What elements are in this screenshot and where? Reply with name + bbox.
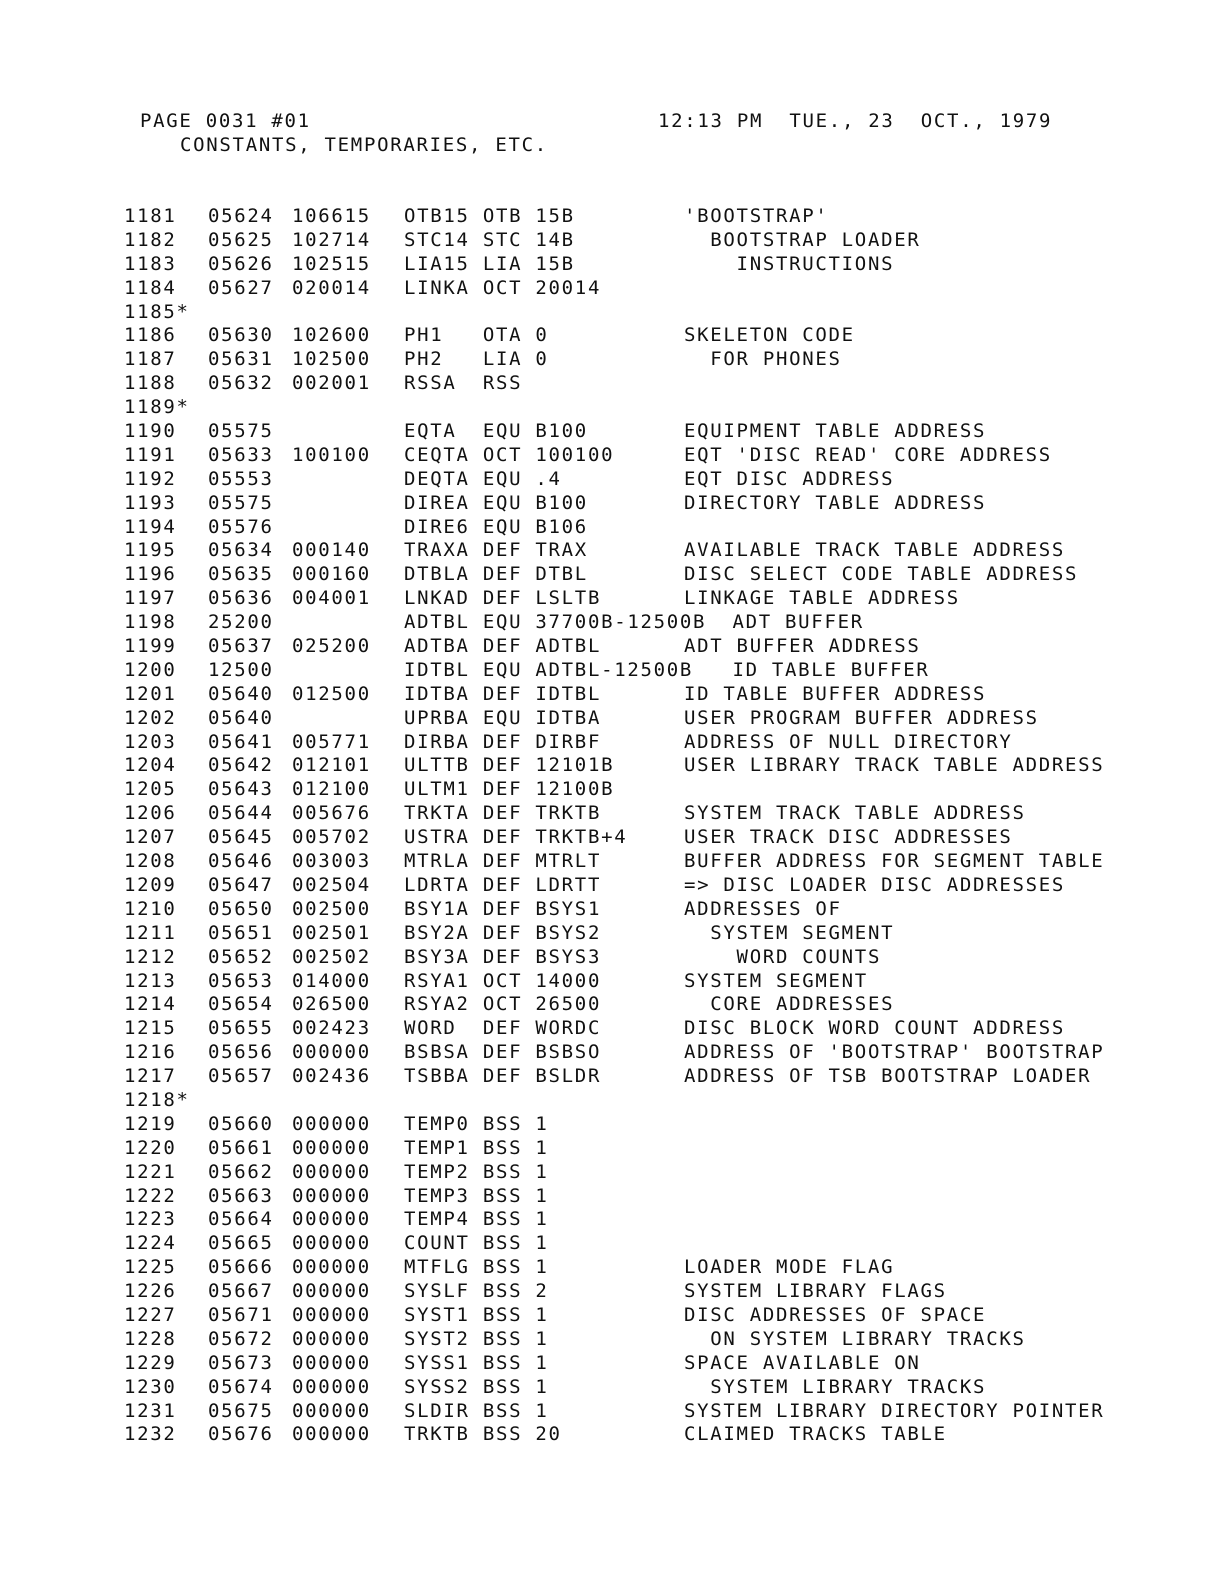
line-number: 1227 — [124, 1303, 177, 1326]
object-code: 000000 — [292, 1327, 371, 1350]
source-statement: MTRLA DEF MTRLT — [404, 850, 602, 873]
listing-line — [0, 1400, 1224, 1424]
address: 05662 — [208, 1160, 274, 1183]
listing-line — [0, 1376, 1224, 1400]
address: 05645 — [208, 826, 274, 849]
line-number: 1201 — [124, 682, 177, 705]
object-code: 002501 — [292, 921, 371, 944]
listing-line — [0, 922, 1224, 946]
address: 05636 — [208, 587, 274, 610]
source-statement: TEMP2 BSS 1 — [404, 1160, 549, 1183]
line-number: 1220 — [124, 1136, 177, 1159]
comment: SYSTEM TRACK TABLE ADDRESS — [684, 802, 1026, 825]
line-number: 1202 — [124, 706, 177, 729]
address: 05647 — [208, 873, 274, 896]
source-statement: ADTBL EQU 37700B-12500B ADT BUFFER — [404, 611, 864, 634]
object-code: 012101 — [292, 754, 371, 777]
listing-line — [0, 659, 1224, 683]
comment: USER LIBRARY TRACK TABLE ADDRESS — [684, 754, 1105, 777]
listing-line — [0, 1208, 1224, 1232]
line-number: 1232 — [124, 1423, 177, 1446]
source-statement: IDTBL EQU ADTBL-12500B ID TABLE BUFFER — [404, 658, 930, 681]
address: 05664 — [208, 1208, 274, 1231]
source-statement: TRKTA DEF TRKTB — [404, 802, 602, 825]
address: 05553 — [208, 467, 274, 490]
listing-line — [0, 229, 1224, 253]
object-code: 000000 — [292, 1351, 371, 1374]
line-number: 1197 — [124, 587, 177, 610]
comment: SYSTEM LIBRARY FLAGS — [684, 1280, 947, 1303]
comment: BOOTSTRAP LOADER — [684, 228, 921, 251]
comment: SPACE AVAILABLE ON — [684, 1351, 921, 1374]
source-statement: WORD DEF WORDC — [404, 1017, 602, 1040]
line-number: 1226 — [124, 1280, 177, 1303]
listing-line — [0, 1113, 1224, 1137]
line-number: 1208 — [124, 850, 177, 873]
listing-line — [0, 778, 1224, 802]
listing-line — [0, 420, 1224, 444]
source-statement: TEMP0 BSS 1 — [404, 1112, 549, 1135]
listing-line — [0, 611, 1224, 635]
line-number: 1211 — [124, 921, 177, 944]
object-code: 102600 — [292, 324, 371, 347]
object-code: 002436 — [292, 1065, 371, 1088]
source-statement: BSY2A DEF BSYS2 — [404, 921, 602, 944]
source-statement: LIA15 LIA 15B — [404, 252, 575, 275]
address: 05666 — [208, 1256, 274, 1279]
line-number: 1182 — [124, 228, 177, 251]
address: 05632 — [208, 372, 274, 395]
listing-line — [0, 468, 1224, 492]
object-code: 012500 — [292, 682, 371, 705]
object-code: 000000 — [292, 1184, 371, 1207]
listing-line — [0, 1328, 1224, 1352]
line-number: 1228 — [124, 1327, 177, 1350]
listing-line — [0, 1161, 1224, 1185]
object-code: 005771 — [292, 730, 371, 753]
source-statement: SYST1 BSS 1 — [404, 1303, 549, 1326]
listing-line — [0, 1304, 1224, 1328]
listing-line — [0, 492, 1224, 516]
listing-line — [0, 731, 1224, 755]
object-code: 000000 — [292, 1160, 371, 1183]
comment: LINKAGE TABLE ADDRESS — [684, 587, 960, 610]
address: 05653 — [208, 969, 274, 992]
line-number: 1225 — [124, 1256, 177, 1279]
source-statement: CEQTA OCT 100100 — [404, 443, 615, 466]
address: 05626 — [208, 252, 274, 275]
listing-line — [0, 396, 1224, 420]
address: 05656 — [208, 1041, 274, 1064]
line-number: 1196 — [124, 563, 177, 586]
source-statement: SYSS1 BSS 1 — [404, 1351, 549, 1374]
comment: EQUIPMENT TABLE ADDRESS — [684, 420, 987, 443]
line-number: 1212 — [124, 945, 177, 968]
address: 05631 — [208, 348, 274, 371]
source-statement: COUNT BSS 1 — [404, 1232, 549, 1255]
object-code: 000000 — [292, 1280, 371, 1303]
source-statement: TEMP4 BSS 1 — [404, 1208, 549, 1231]
listing-line — [0, 516, 1224, 540]
listing-line — [0, 1185, 1224, 1209]
line-number: 1213 — [124, 969, 177, 992]
source-statement: LINKA OCT 20014 — [404, 276, 602, 299]
source-statement: EQTA EQU B100 — [404, 420, 588, 443]
listing-line — [0, 683, 1224, 707]
line-number: 1194 — [124, 515, 177, 538]
listing-line — [0, 1065, 1224, 1089]
listing-line — [0, 946, 1224, 970]
line-number: 1230 — [124, 1375, 177, 1398]
line-number: 1231 — [124, 1399, 177, 1422]
line-number: 1219 — [124, 1112, 177, 1135]
line-number: 1218* — [124, 1088, 190, 1111]
address: 05673 — [208, 1351, 274, 1374]
comment: SYSTEM SEGMENT — [684, 969, 868, 992]
listing-line — [0, 444, 1224, 468]
address: 05652 — [208, 945, 274, 968]
line-number: 1204 — [124, 754, 177, 777]
listing-line — [0, 802, 1224, 826]
source-statement: ULTTB DEF 12101B — [404, 754, 615, 777]
line-number: 1183 — [124, 252, 177, 275]
comment: 'BOOTSTRAP' — [684, 205, 829, 227]
address: 05654 — [208, 993, 274, 1016]
line-number: 1187 — [124, 348, 177, 371]
source-statement: TEMP1 BSS 1 — [404, 1136, 549, 1159]
listing-line — [0, 301, 1224, 325]
object-code: 102500 — [292, 348, 371, 371]
object-code: 025200 — [292, 635, 371, 658]
listing-line — [0, 587, 1224, 611]
object-code: 000000 — [292, 1232, 371, 1255]
comment: ID TABLE BUFFER ADDRESS — [684, 682, 987, 705]
source-statement: MTFLG BSS 1 — [404, 1256, 549, 1279]
comment: CORE ADDRESSES — [684, 993, 895, 1016]
source-statement: UPRBA EQU IDTBA — [404, 706, 602, 729]
line-number: 1200 — [124, 658, 177, 681]
address: 05655 — [208, 1017, 274, 1040]
comment: DISC SELECT CODE TABLE ADDRESS — [684, 563, 1079, 586]
line-number: 1181 — [124, 205, 177, 227]
print-datetime: 12:13 PM TUE., 23 OCT., 1979 — [658, 110, 1053, 132]
comment: USER PROGRAM BUFFER ADDRESS — [684, 706, 1039, 729]
comment: SKELETON CODE — [684, 324, 855, 347]
line-number: 1216 — [124, 1041, 177, 1064]
comment: BUFFER ADDRESS FOR SEGMENT TABLE — [684, 850, 1105, 873]
comment: EQT 'DISC READ' CORE ADDRESS — [684, 443, 1052, 466]
object-code: 000000 — [292, 1136, 371, 1159]
address: 05661 — [208, 1136, 274, 1159]
object-code: 000000 — [292, 1303, 371, 1326]
object-code: 002001 — [292, 372, 371, 395]
line-number: 1195 — [124, 539, 177, 562]
address: 05676 — [208, 1423, 274, 1446]
address: 25200 — [208, 611, 274, 634]
address: 05630 — [208, 324, 274, 347]
source-statement: BSY3A DEF BSYS3 — [404, 945, 602, 968]
address: 05646 — [208, 850, 274, 873]
object-code: 004001 — [292, 587, 371, 610]
line-number: 1203 — [124, 730, 177, 753]
source-statement: SYST2 BSS 1 — [404, 1327, 549, 1350]
object-code: 000000 — [292, 1041, 371, 1064]
source-statement: IDTBA DEF IDTBL — [404, 682, 602, 705]
listing-line — [0, 993, 1224, 1017]
line-number: 1191 — [124, 443, 177, 466]
source-statement: ULTM1 DEF 12100B — [404, 778, 615, 801]
source-statement: RSYA1 OCT 14000 — [404, 969, 602, 992]
line-number: 1199 — [124, 635, 177, 658]
object-code: 002423 — [292, 1017, 371, 1040]
source-statement: SYSS2 BSS 1 — [404, 1375, 549, 1398]
comment: AVAILABLE TRACK TABLE ADDRESS — [684, 539, 1066, 562]
source-statement: DTBLA DEF DTBL — [404, 563, 588, 586]
comment: ADDRESS OF 'BOOTSTRAP' BOOTSTRAP — [684, 1041, 1105, 1064]
listing-line — [0, 850, 1224, 874]
source-statement: DIRBA DEF DIRBF — [404, 730, 602, 753]
comment: EQT DISC ADDRESS — [684, 467, 895, 490]
comment: ADDRESSES OF — [684, 897, 842, 920]
listing-line — [0, 1280, 1224, 1304]
comment: FOR PHONES — [684, 348, 842, 371]
listing-line — [0, 970, 1224, 994]
source-statement: DIREA EQU B100 — [404, 491, 588, 514]
address: 05667 — [208, 1280, 274, 1303]
object-code: 102515 — [292, 252, 371, 275]
line-number: 1192 — [124, 467, 177, 490]
comment: => DISC LOADER DISC ADDRESSES — [684, 873, 1066, 896]
listing-line — [0, 1041, 1224, 1065]
source-statement: SLDIR BSS 1 — [404, 1399, 549, 1422]
comment: LOADER MODE FLAG — [684, 1256, 895, 1279]
line-number: 1190 — [124, 420, 177, 443]
line-number: 1217 — [124, 1065, 177, 1088]
address: 05575 — [208, 491, 274, 514]
source-statement: LNKAD DEF LSLTB — [404, 587, 602, 610]
comment: ON SYSTEM LIBRARY TRACKS — [684, 1327, 1026, 1350]
comment: CLAIMED TRACKS TABLE — [684, 1423, 947, 1446]
comment: DISC BLOCK WORD COUNT ADDRESS — [684, 1017, 1066, 1040]
comment: SYSTEM SEGMENT — [684, 921, 895, 944]
listing-line — [0, 1352, 1224, 1376]
source-statement: SYSLF BSS 2 — [404, 1280, 549, 1303]
address: 05627 — [208, 276, 274, 299]
object-code: 003003 — [292, 850, 371, 873]
address: 05660 — [208, 1112, 274, 1135]
address: 05665 — [208, 1232, 274, 1255]
comment: USER TRACK DISC ADDRESSES — [684, 826, 1013, 849]
listing-line — [0, 324, 1224, 348]
line-number: 1189* — [124, 396, 190, 419]
listing-line — [0, 635, 1224, 659]
source-statement: TRAXA DEF TRAX — [404, 539, 588, 562]
comment: INSTRUCTIONS — [684, 252, 895, 275]
source-statement: TSBBA DEF BSLDR — [404, 1065, 602, 1088]
line-number: 1193 — [124, 491, 177, 514]
address: 12500 — [208, 658, 274, 681]
source-statement: TRKTB BSS 20 — [404, 1423, 562, 1446]
listing-line — [0, 707, 1224, 731]
line-number: 1188 — [124, 372, 177, 395]
comment: SYSTEM LIBRARY TRACKS — [684, 1375, 987, 1398]
address: 05643 — [208, 778, 274, 801]
object-code: 000000 — [292, 1399, 371, 1422]
assembly-listing — [0, 205, 1224, 1447]
comment: ADT BUFFER ADDRESS — [684, 635, 921, 658]
address: 05657 — [208, 1065, 274, 1088]
object-code: 020014 — [292, 276, 371, 299]
source-statement: PH1 OTA 0 — [404, 324, 549, 347]
object-code: 000000 — [292, 1208, 371, 1231]
address: 05624 — [208, 205, 274, 227]
line-number: 1214 — [124, 993, 177, 1016]
address: 05625 — [208, 228, 274, 251]
line-number: 1224 — [124, 1232, 177, 1255]
object-code: 000140 — [292, 539, 371, 562]
comment: DISC ADDRESSES OF SPACE — [684, 1303, 987, 1326]
object-code: 000000 — [292, 1423, 371, 1446]
listing-line — [0, 1017, 1224, 1041]
address: 05651 — [208, 921, 274, 944]
line-number: 1186 — [124, 324, 177, 347]
comment: WORD COUNTS — [684, 945, 882, 968]
address: 05575 — [208, 420, 274, 443]
comment: ADDRESS OF NULL DIRECTORY — [684, 730, 1013, 753]
address: 05675 — [208, 1399, 274, 1422]
object-code: 002504 — [292, 873, 371, 896]
address: 05640 — [208, 706, 274, 729]
line-number: 1207 — [124, 826, 177, 849]
object-code: 002500 — [292, 897, 371, 920]
line-number: 1185* — [124, 300, 190, 323]
line-number: 1206 — [124, 802, 177, 825]
address: 05635 — [208, 563, 274, 586]
line-number: 1229 — [124, 1351, 177, 1374]
source-statement: DIRE6 EQU B106 — [404, 515, 588, 538]
page-number: PAGE 0031 #01 — [140, 110, 311, 132]
line-number: 1210 — [124, 897, 177, 920]
source-statement: DEQTA EQU .4 — [404, 467, 562, 490]
listing-line — [0, 1089, 1224, 1113]
address: 05672 — [208, 1327, 274, 1350]
source-statement: BSBSA DEF BSBSO — [404, 1041, 602, 1064]
address: 05650 — [208, 897, 274, 920]
line-number: 1215 — [124, 1017, 177, 1040]
address: 05633 — [208, 443, 274, 466]
address: 05634 — [208, 539, 274, 562]
listing-line — [0, 1423, 1224, 1447]
source-statement: STC14 STC 14B — [404, 228, 575, 251]
line-number: 1198 — [124, 611, 177, 634]
listing-line — [0, 1256, 1224, 1280]
object-code: 000000 — [292, 1112, 371, 1135]
section-title: CONSTANTS, TEMPORARIES, ETC. — [180, 134, 548, 156]
object-code: 000000 — [292, 1375, 371, 1398]
comment: SYSTEM LIBRARY DIRECTORY POINTER — [684, 1399, 1105, 1422]
address: 05641 — [208, 730, 274, 753]
source-statement: RSYA2 OCT 26500 — [404, 993, 602, 1016]
comment: ADDRESS OF TSB BOOTSTRAP LOADER — [684, 1065, 1092, 1088]
source-statement: ADTBA DEF ADTBL — [404, 635, 602, 658]
listing-line — [0, 826, 1224, 850]
source-statement: BSY1A DEF BSYS1 — [404, 897, 602, 920]
address: 05663 — [208, 1184, 274, 1207]
object-code: 100100 — [292, 443, 371, 466]
line-number: 1222 — [124, 1184, 177, 1207]
object-code: 026500 — [292, 993, 371, 1016]
line-number: 1223 — [124, 1208, 177, 1231]
listing-line — [0, 205, 1224, 229]
address: 05640 — [208, 682, 274, 705]
source-statement: TEMP3 BSS 1 — [404, 1184, 549, 1207]
listing-line — [0, 372, 1224, 396]
source-statement: OTB15 OTB 15B — [404, 205, 575, 227]
object-code: 106615 — [292, 205, 371, 227]
comment: DIRECTORY TABLE ADDRESS — [684, 491, 987, 514]
address: 05576 — [208, 515, 274, 538]
object-code: 102714 — [292, 228, 371, 251]
source-statement: RSSA RSS — [404, 372, 523, 395]
object-code: 012100 — [292, 778, 371, 801]
listing-line — [0, 348, 1224, 372]
object-code: 002502 — [292, 945, 371, 968]
address: 05674 — [208, 1375, 274, 1398]
line-number: 1221 — [124, 1160, 177, 1183]
listing-line — [0, 539, 1224, 563]
address: 05644 — [208, 802, 274, 825]
object-code: 005702 — [292, 826, 371, 849]
address: 05642 — [208, 754, 274, 777]
source-statement: LDRTA DEF LDRTT — [404, 873, 602, 896]
object-code: 014000 — [292, 969, 371, 992]
address: 05637 — [208, 635, 274, 658]
object-code: 000160 — [292, 563, 371, 586]
source-statement: PH2 LIA 0 — [404, 348, 549, 371]
line-number: 1184 — [124, 276, 177, 299]
source-statement: USTRA DEF TRKTB+4 — [404, 826, 628, 849]
address: 05671 — [208, 1303, 274, 1326]
line-number: 1205 — [124, 778, 177, 801]
listing-line — [0, 253, 1224, 277]
object-code: 005676 — [292, 802, 371, 825]
listing-line — [0, 277, 1224, 301]
listing-line — [0, 754, 1224, 778]
listing-line — [0, 1232, 1224, 1256]
listing-line — [0, 874, 1224, 898]
object-code: 000000 — [292, 1256, 371, 1279]
listing-line — [0, 1137, 1224, 1161]
line-number: 1209 — [124, 873, 177, 896]
listing-line — [0, 898, 1224, 922]
listing-line — [0, 563, 1224, 587]
